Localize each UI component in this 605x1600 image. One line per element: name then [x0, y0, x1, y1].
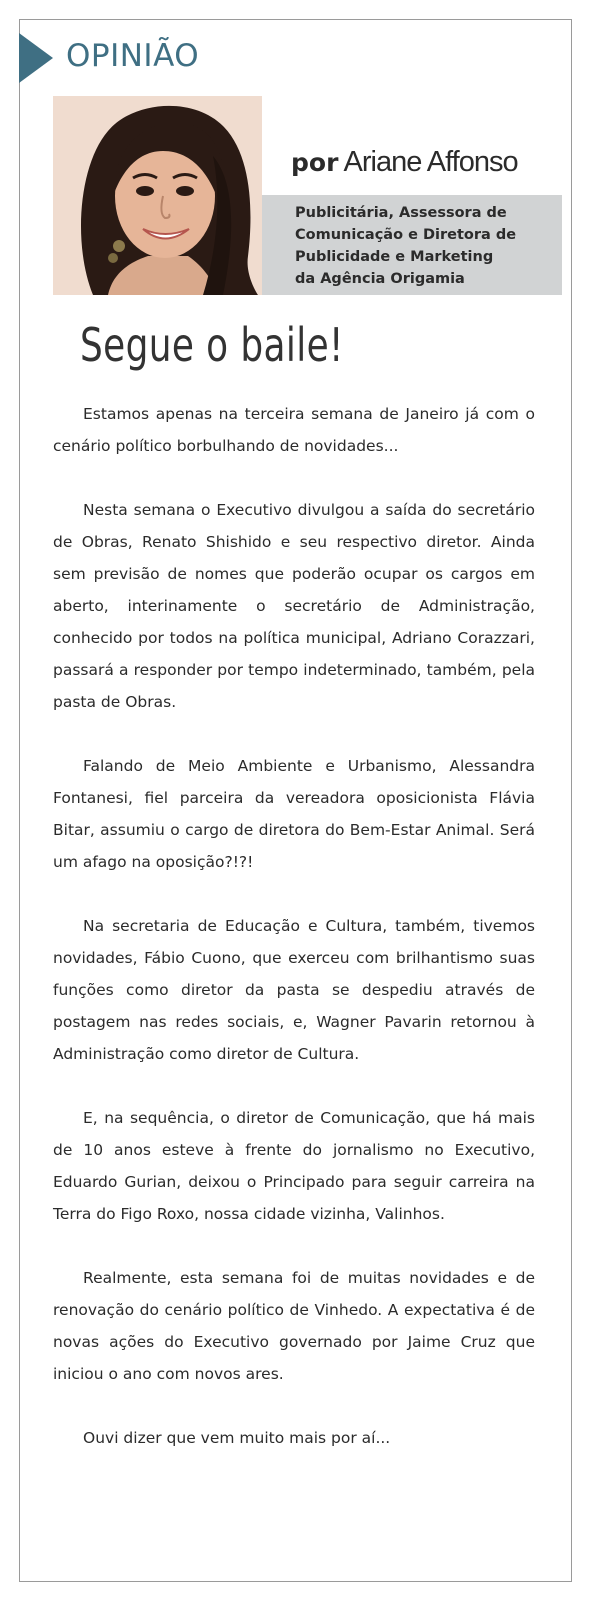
- bio-line: da Agência Origamia: [295, 271, 465, 287]
- author-byline: [291, 146, 518, 179]
- author-bio: [262, 195, 562, 295]
- author-name: Ariane Affonso: [343, 146, 518, 178]
- article-paragraph: Estamos apenas na terceira semana de Janeiro já com o cenário político borbulhando de novidades...: [53, 405, 535, 455]
- article-paragraph: E, na sequência, o diretor de Comunicação, que há mais de 10 anos esteve à frente do jornalismo no Executivo, Eduardo Gurian, deixou o Principado para seguir carreira na Terra do Figo Roxo, nossa cidade vizinha, Valinhos.: [53, 1109, 535, 1223]
- article-paragraph: Na secretaria de Educação e Cultura, também, tivemos novidades, Fábio Cuono, que exerceu com brilhantismo suas funções como diretor da pasta se despediu através de postagem nas redes sociais, e, Wagner Pavarin retornou à Administração como diretor de Cultura.: [53, 917, 535, 1063]
- section-label: OPINIÃO: [66, 38, 200, 74]
- article-paragraph: Nesta semana o Executivo divulgou a saída do secretário de Obras, Renato Shishido e seu respectivo diretor. Ainda sem previsão de nomes que poderão ocupar os cargos em aberto, interinamente o secretário de Administração, conhecido por todos na política municipal, Adriano Corazzari, passará a responder por tempo indeterminado, também, pela pasta de Obras.: [53, 501, 535, 711]
- bio-line: Publicidade e Marketing: [295, 249, 494, 265]
- section-arrow-icon: [19, 33, 53, 83]
- article-paragraph: Realmente, esta semana foi de muitas novidades e de renovação do cenário político de Vinhedo. A expectativa é de novas ações do Executivo governado por Jaime Cruz que iniciou o ano com novos ares.: [53, 1269, 535, 1383]
- author-photo: [53, 96, 262, 295]
- article-paragraph: Ouvi dizer que vem muito mais por aí...: [83, 1429, 391, 1447]
- bio-line: Publicitária, Assessora de: [295, 205, 507, 221]
- article-body: [53, 398, 535, 1486]
- article-title: Segue o baile!: [80, 318, 344, 372]
- bio-line: Comunicação e Diretora de: [295, 227, 517, 243]
- byline-prefix: por: [291, 148, 339, 177]
- article-paragraph: Falando de Meio Ambiente e Urbanismo, Alessandra Fontanesi, fiel parceira da vereadora oposicionista Flávia Bitar, assumiu o cargo de diretora do Bem-Estar Animal. Será um afago na oposição?!?!: [53, 757, 535, 871]
